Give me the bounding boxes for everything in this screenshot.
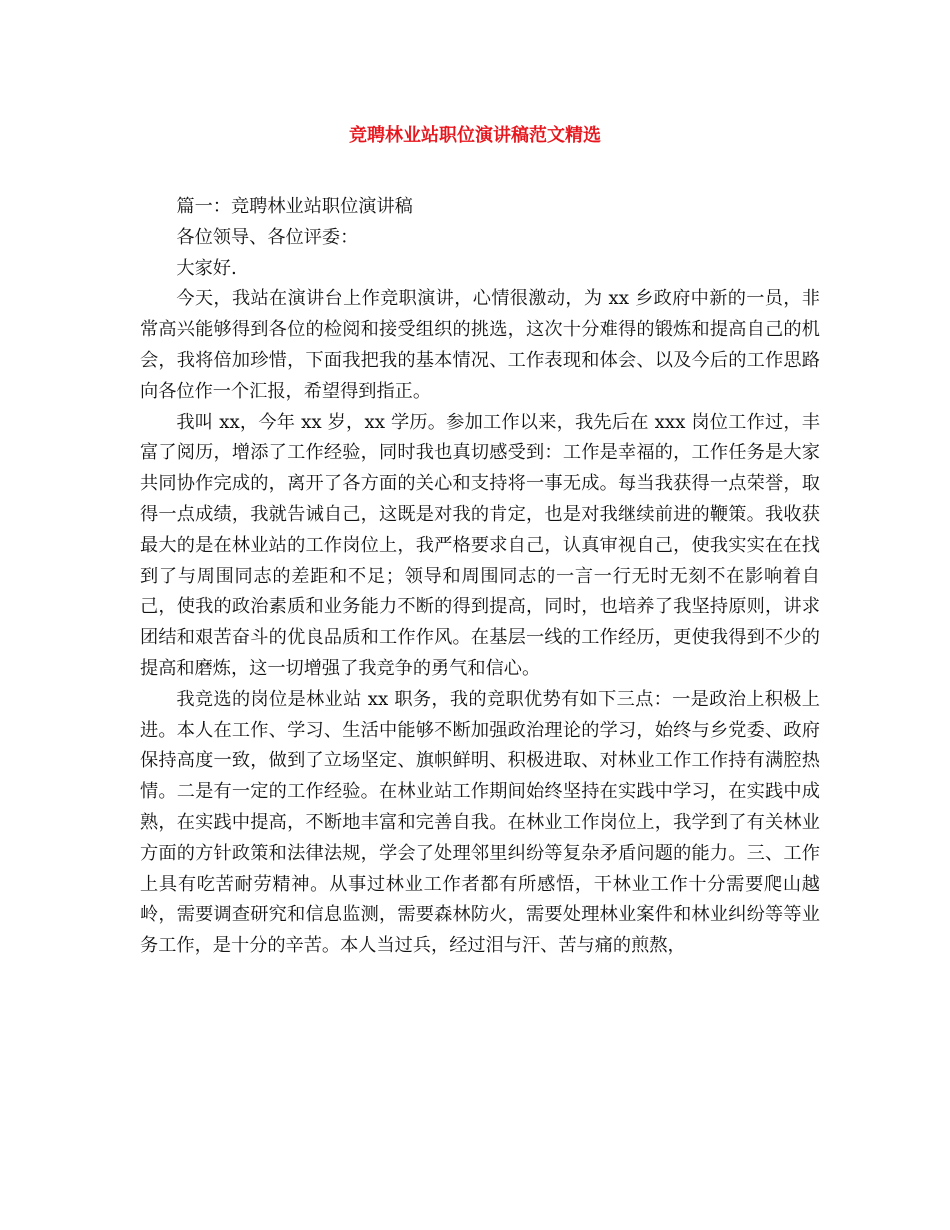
document-title: 竞聘林业站职位演讲稿范文精选 <box>349 125 601 146</box>
greeting: 大家好. <box>176 257 237 279</box>
paragraph-introduction: 今天，我站在演讲台上作竞职演讲，心情很激动，为 xx 乡政府中新的一员，非常高兴能够得到各位的检阅和接受组织的挑选，这次十分难得的锻炼和提高自己的机会，我将倍加珍惜，下面我把我的基本情况、工作表现和体会、以及今后的工作思路向各位作一个汇报，希望得到指正。 <box>140 288 820 402</box>
section-heading: 篇一：竞聘林业站职位演讲稿 <box>176 196 413 217</box>
paragraph-advantages: 我竞选的岗位是林业站 xx 职务，我的竞职优势有如下三点：一是政治上积极上进。本人在工作、学习、生活中能够不断加强政治理论的学习，始终与乡党委、政府保持高度一致，做到了立场坚定、旗帜鲜明、积极进取、对林业工作工作持有满腔热情。二是有一定的工作经验。在林业站工作期间始终坚持在实践中学习，在实践中成熟，在实践中提高，不断地丰富和完善自我。在林业工作岗位上，我学到了有关林业方面的方针政策和法律法规，学会了处理邻里纠纷等复杂矛盾问题的能力。三、工作上具有吃苦耐劳精神。从事过林业工作者都有所感悟，干林业工作十分需要爬山越岭，需要调查研究和信息监测，需要森林防火，需要处理林业案件和林业纠纷等等业务工作，是十分的辛苦。本人当过兵，经过泪与汗、苦与痛的煎熬， <box>140 688 820 957</box>
document-body <box>140 192 820 962</box>
salutation: 各位领导、各位评委： <box>176 226 359 248</box>
paragraph-background: 我叫 xx，今年 xx 岁，xx 学历。参加工作以来，我先后在 xxx 岗位工作过，丰富了阅历，增添了工作经验，同时我也真切感受到：工作是幸福的，工作任务是大家共同协作完成的，离开了各方面的关心和支持将一事无成。每当我获得一点荣誉，取得一点成绩，我就告诫自己，这既是对我的肯定，也是对我继续前进的鞭策。我收获最大的是在林业站的工作岗位上，我严格要求自己，认真审视自己，使我实实在在找到了与周围同志的差距和不足；领导和周围同志的一言一行无时无刻不在影响着自己，使我的政治素质和业务能力不断的得到提高，同时，也培养了我坚持原则，讲求团结和艰苦奋斗的优良品质和工作作风。在基层一线的工作经历，更使我得到不少的提高和磨炼，这一切增强了我竞争的勇气和信心。 <box>140 411 820 679</box>
